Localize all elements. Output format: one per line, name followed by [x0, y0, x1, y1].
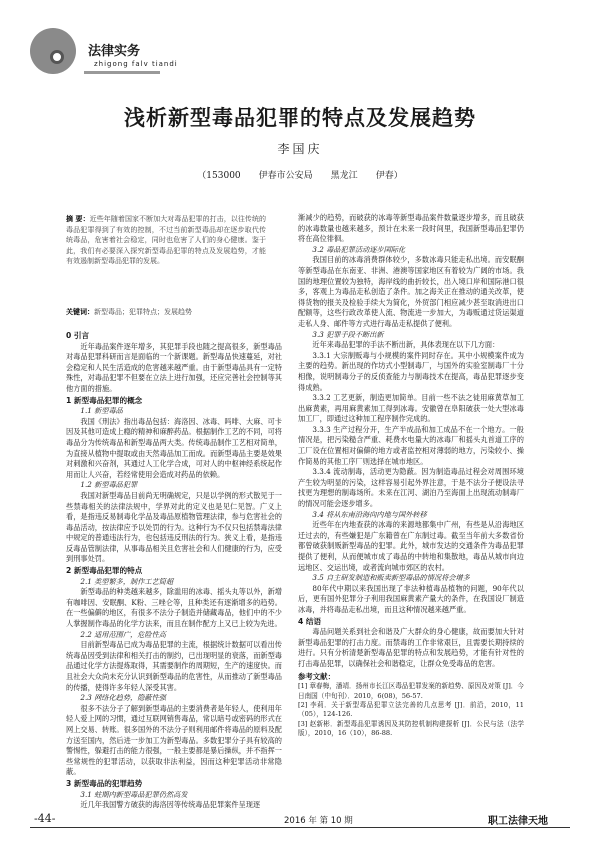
section-heading: 1 新型毒品犯罪的概念	[66, 395, 143, 405]
section-heading: 4 结语	[298, 616, 322, 626]
keywords-label: 关键词：	[66, 308, 94, 316]
paragraph: 我国对新型毒品目前尚无明确规定，只是以学例的形式散见于一些禁毒相关的法律法规中，学界对此的定义也是见仁见智。广义上看，是指违反易制毒化学品及毒品原植物管理法律，参与危害社会的毒品活动，按法律应予以处罚的行为。这种行为不仅只包括禁毒法律中规定的普通违法行为，也包括违反刑法的行为。狭义上看，是指违反毒品管制法律，从事毒品相关且危害社会和人们健康的行为，应受到刑事处罚。	[66, 490, 282, 564]
abstract	[66, 214, 266, 267]
section-heading: 3 新型毒品的犯罪趋势	[66, 778, 143, 788]
affiliation-province: 黑龙江	[330, 171, 358, 181]
abstract-text: 近些年随着国家不断加大对毒品犯罪的打击，以往传统的毒品犯罪得到了有效的控制，不过当前新型毒品却在逐步取代传统毒品，危害着社会稳定，同时也危害了人们的身心健康。鉴于此，我们有必要深入探究新型毒品犯罪的特点及发展趋势，才能有效遏制新型毒品犯罪的发展。	[66, 215, 267, 265]
author-affiliation	[0, 168, 600, 181]
page-number: -44-	[34, 812, 56, 825]
subsection-heading: 3.4 将从东南沿海向内地与国外转移	[312, 509, 427, 519]
paragraph: 近年毒品案件逐年增多，其犯罪手段也随之提高很多，新型毒品对毒品犯罪科研而言是面临的一个新课题。新型毒品快速蔓延，对社会稳定和人民生活造成的危害越来越严重。由于新型毒品具有一定特殊性，对毒品犯罪不但要在立法上进行加强，还应完善社会控制等其他方面的措施。	[66, 341, 282, 393]
keywords-text: 新型毒品；犯罪特点；发展趋势	[94, 308, 192, 316]
affiliation-org: 伊春市公安局	[258, 171, 313, 181]
paragraph: 3.3.3 生产过程分开，生产半成品和加工成品不在一个地方。一般情况是，把污染糙含严重、耗费水电量大的冰毒厂和摇头丸首道工序的工厂设在位置相对偏僻的地方或者监控相对薄弱的地方，污染较小、操作简易的其他工序厂则选择在城市地区。	[298, 424, 524, 466]
subsection-heading: 1.2 新型毒品犯罪	[80, 480, 138, 490]
subsection-heading: 3.3 犯罪手段不断出新	[312, 329, 384, 339]
subsection-heading: 2.2 适用范围广，危险性高	[80, 629, 166, 639]
affiliation-postcode: （153000	[197, 171, 241, 181]
paragraph: 目前新型毒品已成为毒品犯罪的主流，根据统计数据可以看出传统毒品因受到法律和相关打击的制约，已出现明显的衰落，而新型毒品通过化学方法提炼取得，其需要制作的周期短，生产的速度快。而且社会大众尚未充分认识到新型毒品的危害性，从而推动了新型毒品的传播，使得许多年轻人深受其害。	[66, 640, 282, 692]
keywords	[66, 307, 266, 317]
paragraph: 3.3.2 工艺更新，制造更加简单。目前一些不法之徒用麻黄草加工出麻黄素，再用麻黄素加工得到冰毒。安徽曾在阜阳破获一处大型冰毒加工厂，即通过这种加工程序制作完成的。	[298, 393, 524, 424]
paragraph: 很多不法分子了解到新型毒品的主要消费者是年轻人，使利用年轻人爱上网的习惯，通过互联网销售毒品，常以暗号或密码的形式在网上交易、转账。很多国外的不法分子则利用邮件将毒品的原料及配方送至国内，然后进一步加工为新型毒品。多数犯罪分子具有较高的警惕性，躲避打击的能力很强，一般主要都是暴后操纵，并不指挥一些常规性的犯罪活动，以获取非法利益，因而这种犯罪活动非常隐蔽。	[66, 703, 282, 777]
paragraph: 新型毒品的种类越来越多，除滥用的冰毒、摇头丸等以外，新增有咖啡因、安眠酮、K粉、三唑仑等，且种类还有逐渐增多的趋势。在一些偏僻的地区，有很多不法分子制造并储藏毒品，他们中的不少人掌握制作毒品的化学方法来，而且在制作配方上又已上较为先进。	[66, 587, 282, 629]
column-divider	[84, 71, 160, 74]
subsection-heading: 3.2 毒品犯罪活动逐步国际化	[312, 244, 406, 254]
affiliation-city: 伊春）	[375, 171, 403, 181]
reference-item: [1] 章春梅，潘靖．扬州市长江区毒品犯罪发案的新趋势、原因及对策 [J]．今日南国（中旬刊）．2010，6(08)，56-57.	[298, 682, 524, 700]
column-pinyin: zhigong falv tiandi	[94, 60, 178, 68]
article-author: 李国庆	[277, 142, 323, 156]
issue-label: 2016 年 第 10 期	[284, 816, 353, 826]
journal-name: 职工法律天地	[488, 816, 548, 827]
footer-rule	[30, 827, 570, 828]
paragraph: 我国目前的冰毒消费群体较少，多数冰毒只能走私出境。而安眠酮等新型毒品在东南亚、非洲、港澳等国家地区有着较为广阔的市场。我国的地理位置较为独特，海岸线的曲折较长，出入境口岸和国际港口很多，客观上为毒品走私创造了条件。加之海关正在推动的通关改革，使得货物的报关及检验手续大为简化，外贸部门相应减少甚至取消进出口配额等，这些行政改革使人流、物流进一步加大，为毒贩通过货运渠道走私人身、邮件等方式进行毒品走私提供了便利。	[298, 255, 524, 328]
paragraph: 毒品问题关系到社会和谐及广大群众的身心健康，故而要加大针对新型毒品犯罪的打击力度。而禁毒的工作非常艰巨，且需要长期持续的进行。只有分析清楚新型毒品犯罪的特点和发展趋势，才能有针对性的打击毒品犯罪，以确保社会和谐稳定，让群众免受毒品的危害。	[298, 627, 524, 668]
abstract-label: 摘 要：	[66, 215, 90, 223]
column-name: 法律实务	[88, 44, 141, 59]
subsection-heading: 1.1 新型毒品	[80, 406, 123, 416]
subsection-heading: 3.5 自主研发制造和贩卖新型毒品的情况将会增多	[312, 573, 470, 583]
subsection-heading: 2.1 类型繁多，制作工艺简超	[80, 576, 174, 586]
references-heading: 参考文献：	[298, 671, 335, 681]
paragraph: 我国《刑法》指出毒品包括：海洛因、冰毒、吗啡、大麻、可卡因及其他可造成上瘾的精神和麻醉药品。根据制作工艺的不同，可将毒品分为传统毒品和新型毒品两大类。传统毒品制作工艺相对简单，为直接从植物中提取或由天然毒品加工而成。而新型毒品主要是效果对刺激和兴奋剂，其通过人工化学合成，可对人的中枢神经系统起作用而让人兴奋，若经常使用会造成对药品的依赖。	[66, 416, 282, 479]
right-column	[298, 213, 524, 739]
paragraph: 3.3.4 流动制毒，活动更为隐蔽。因为制造毒品过程会对周围环境产生较为明显的污染，这样容易引起外界注意，于是不法分子便设法寻找更为理想的制毒场所。未来在江河、湖泊乃至海面上出现流动制毒厂的情况可能会逐步增多。	[298, 467, 524, 509]
paragraph: 渐减少的趋势，而破获的冰毒等新型毒品案件数量逐步增多，而且破获的冰毒数量也越来越多，预计在未来一段时间里，我国新型毒品犯罪仍将在高位徘徊。	[298, 213, 524, 244]
paragraph: 3.3.1 大宗制贩毒与小规模的案件同时存在。其中小规模案件成为主要的趋势。新出现的作坊式小型制毒厂，与国外的实验室制毒厂十分相像，说明制毒分子的反侦查能力与制毒技术在提高，毒品犯罪逐步变得成熟。	[298, 350, 524, 392]
paragraph: 近年来毒品犯罪的手法不断出新，具体表现在以下几方面：	[312, 340, 500, 350]
section-heading: 2 新型毒品犯罪的特点	[66, 566, 143, 576]
subsection-heading: 2.3 网络化趋势，隐蔽性强	[80, 693, 166, 703]
column-logo-icon	[50, 50, 64, 64]
paragraph: 80年代中期以来我国出现了非法种植毒品植物的问题，90年代以后，更有国外犯罪分子利用我国麻黄素产量大的条件，在我国设厂制造冰毒，并将毒品走私出境，而且这种情况越来越严重。	[298, 583, 524, 614]
reference-item: [2] 李莉．关于新型毒品犯罪立法完善的几点思考 [J]．前沿，2010，11（05），124-126.	[298, 700, 524, 719]
left-column	[66, 330, 282, 811]
article-title: 浅析新型毒品犯罪的特点及发展趋势	[124, 106, 476, 130]
reference-item: [3] 赵新彬．新型毒品犯罪诱因及其防控机制构建探析 [J]．公民与法（法学版），2010，16（10），86-88.	[298, 719, 524, 738]
paragraph: 近些年在内地查获的冰毒的来源地都集中广州，有些是从沿海地区迁过去的，有些嫌犯是广东籍曾在广东制过毒。截至当年前大多数省份都曾破获制贩新型毒品的犯罪。此外，城市发达的交通条件为毒品犯罪提供了便利，从而便城市成了毒品的中转地和集散地，毒品从城市向边远地区、交运出境，或者流向城市郊区的农村。	[298, 520, 524, 572]
subsection-heading: 3.1 蛀期内新型毒品犯罪仍然高发	[80, 789, 188, 799]
paragraph: 近几年我国警方破获的海洛因等传统毒品犯罪案件呈现逐	[80, 800, 261, 810]
section-heading: 0 引言	[66, 331, 90, 340]
